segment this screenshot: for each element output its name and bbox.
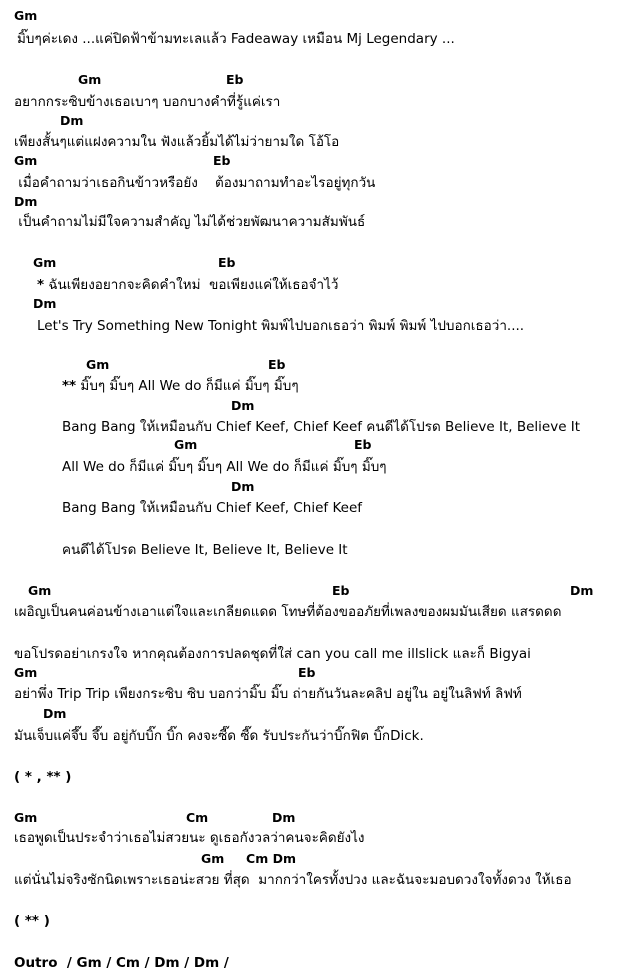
lyric-line: มิ๊บๆค่ะเดง ...แค่ปิดฟ้าข้ามทะเลแล้ว Fadeaway เหมือน Mj Legendary ... bbox=[17, 31, 455, 47]
lyric-text: มิ๊บๆ มิ๊บๆ All We do ก็มีแค่ มิ๊บๆ มิ๊บๆ bbox=[76, 378, 299, 394]
lyric-line: เพียงสั้นๆแต่แฝงความใน ฟังแล้วยิ้มได้ไม่ว่ายามใด โอ้โอ bbox=[14, 134, 340, 150]
chord-dm: Dm bbox=[33, 296, 57, 311]
chord-dm: Dm bbox=[60, 113, 84, 128]
lyric-line: Let's Try Something New Tonight พิมพ์ไปบอกเธอว่า พิมพ์ พิมพ์ ไปบอกเธอว่า.... bbox=[37, 318, 525, 334]
lyric-line: คนดีได้โปรด Believe It, Believe It, Believe It bbox=[62, 542, 348, 558]
chord-gm: Gm bbox=[14, 8, 38, 23]
chord-gm: Gm bbox=[33, 255, 57, 270]
chord-gm: Gm bbox=[28, 583, 52, 598]
lyric-line: เธอพูดเป็นประจำว่าเธอไม่สวยนะ ดูเธอกังวลว่าคนจะคิดยังไง bbox=[14, 830, 365, 846]
chord-eb: Eb bbox=[354, 437, 372, 452]
chord-eb: Eb bbox=[268, 357, 286, 372]
lyric-line: แต่นั่นไม่จริงซักนิดเพราะเธอน่ะสวย ที่สุด มากกว่าใครทั้งปวง และฉันจะมอบดวงใจทั้งดวง ให้เธอ bbox=[14, 872, 572, 888]
lyric-line: มันเจ็บแค่จึ๊บ จึ๊บ อยู่กับบิ๊ก บิ๊ก คงจะซี๊ด ซี๊ด รับประกันว่าบิ๊กฟิต บิ๊กDick. bbox=[14, 728, 424, 744]
chord-eb: Eb bbox=[332, 583, 350, 598]
chord-dm: Dm bbox=[14, 194, 38, 209]
chord-dm: Dm bbox=[231, 479, 255, 494]
lyric-line: Bang Bang ให้เหมือนกับ Chief Keef, Chief Keef คนดีได้โปรด Believe It, Believe It bbox=[62, 419, 581, 435]
chord-gm: Gm bbox=[78, 72, 102, 87]
lyric-line: ขอโปรดอย่าเกรงใจ หากคุณต้องการปลดชุดที่ใส่ can you call me illslick และก็ Bigyai bbox=[14, 646, 531, 662]
section-marker: * bbox=[37, 277, 45, 293]
section-marker: ** bbox=[62, 378, 77, 394]
chord-group: Gm Cm Dm bbox=[201, 851, 296, 866]
chord-gm: Gm bbox=[86, 357, 110, 372]
chord-dm: Dm bbox=[43, 706, 67, 721]
chord-eb: Eb bbox=[226, 72, 244, 87]
lyric-line: อย่าพึ่ง Trip Trip เพียงกระซิบ ซิบ บอกว่ามิ๊บ มิ๊บ ถ่ายกันวันละคลิป อยู่ใน อยู่ในลิฟท์ ลิฟท์ bbox=[14, 686, 522, 702]
chord-eb: Eb bbox=[298, 665, 316, 680]
chord-cm: Cm bbox=[186, 810, 209, 825]
lyric-text: ฉันเพียงอยากจะคิดคำใหม่ ขอเพียงแค่ให้เธอจำไว้ bbox=[44, 277, 339, 293]
chord-gm: Gm bbox=[14, 153, 38, 168]
chord-gm: Gm bbox=[14, 665, 38, 680]
lyric-line: เป็นคำถามไม่มีใจความสำคัญ ไม่ได้ช่วยพัฒนาความสัมพันธ์ bbox=[14, 214, 366, 230]
section-repeat: ( * , ** ) bbox=[14, 769, 72, 785]
lyric-line: อยากกระซิบข้างเธอเบาๆ บอกบางคำที่รู้แค่เรา bbox=[14, 94, 281, 110]
outro-line: Outro / Gm / Cm / Dm / Dm / bbox=[14, 955, 229, 971]
lyric-line: All We do ก็มีแค่ มิ๊บๆ มิ๊บๆ All We do ก็มีแค่ มิ๊บๆ มิ๊บๆ bbox=[62, 459, 387, 475]
chord-gm: Gm bbox=[174, 437, 198, 452]
chord-eb: Eb bbox=[218, 255, 236, 270]
lyric-line bbox=[37, 277, 339, 293]
lyric-line: เมื่อคำถามว่าเธอกินข้าวหรือยัง ต้องมาถามทำอะไรอยู่ทุกวัน bbox=[14, 175, 376, 191]
chord-dm: Dm bbox=[231, 398, 255, 413]
chord-dm: Dm bbox=[570, 583, 594, 598]
lyric-line: เผอิญเป็นคนค่อนข้างเอาแต่ใจและเกลียดแดด โทษที่ต้องขออภัยที่เพลงของผมมันเสียด แสรดดด bbox=[14, 604, 562, 620]
lyric-line: Bang Bang ให้เหมือนกับ Chief Keef, Chief Keef bbox=[62, 500, 363, 516]
chord-eb: Eb bbox=[213, 153, 231, 168]
chord-gm: Gm bbox=[14, 810, 38, 825]
lyric-line bbox=[62, 378, 299, 394]
chord-dm: Dm bbox=[272, 810, 296, 825]
section-repeat: ( ** ) bbox=[14, 913, 50, 929]
